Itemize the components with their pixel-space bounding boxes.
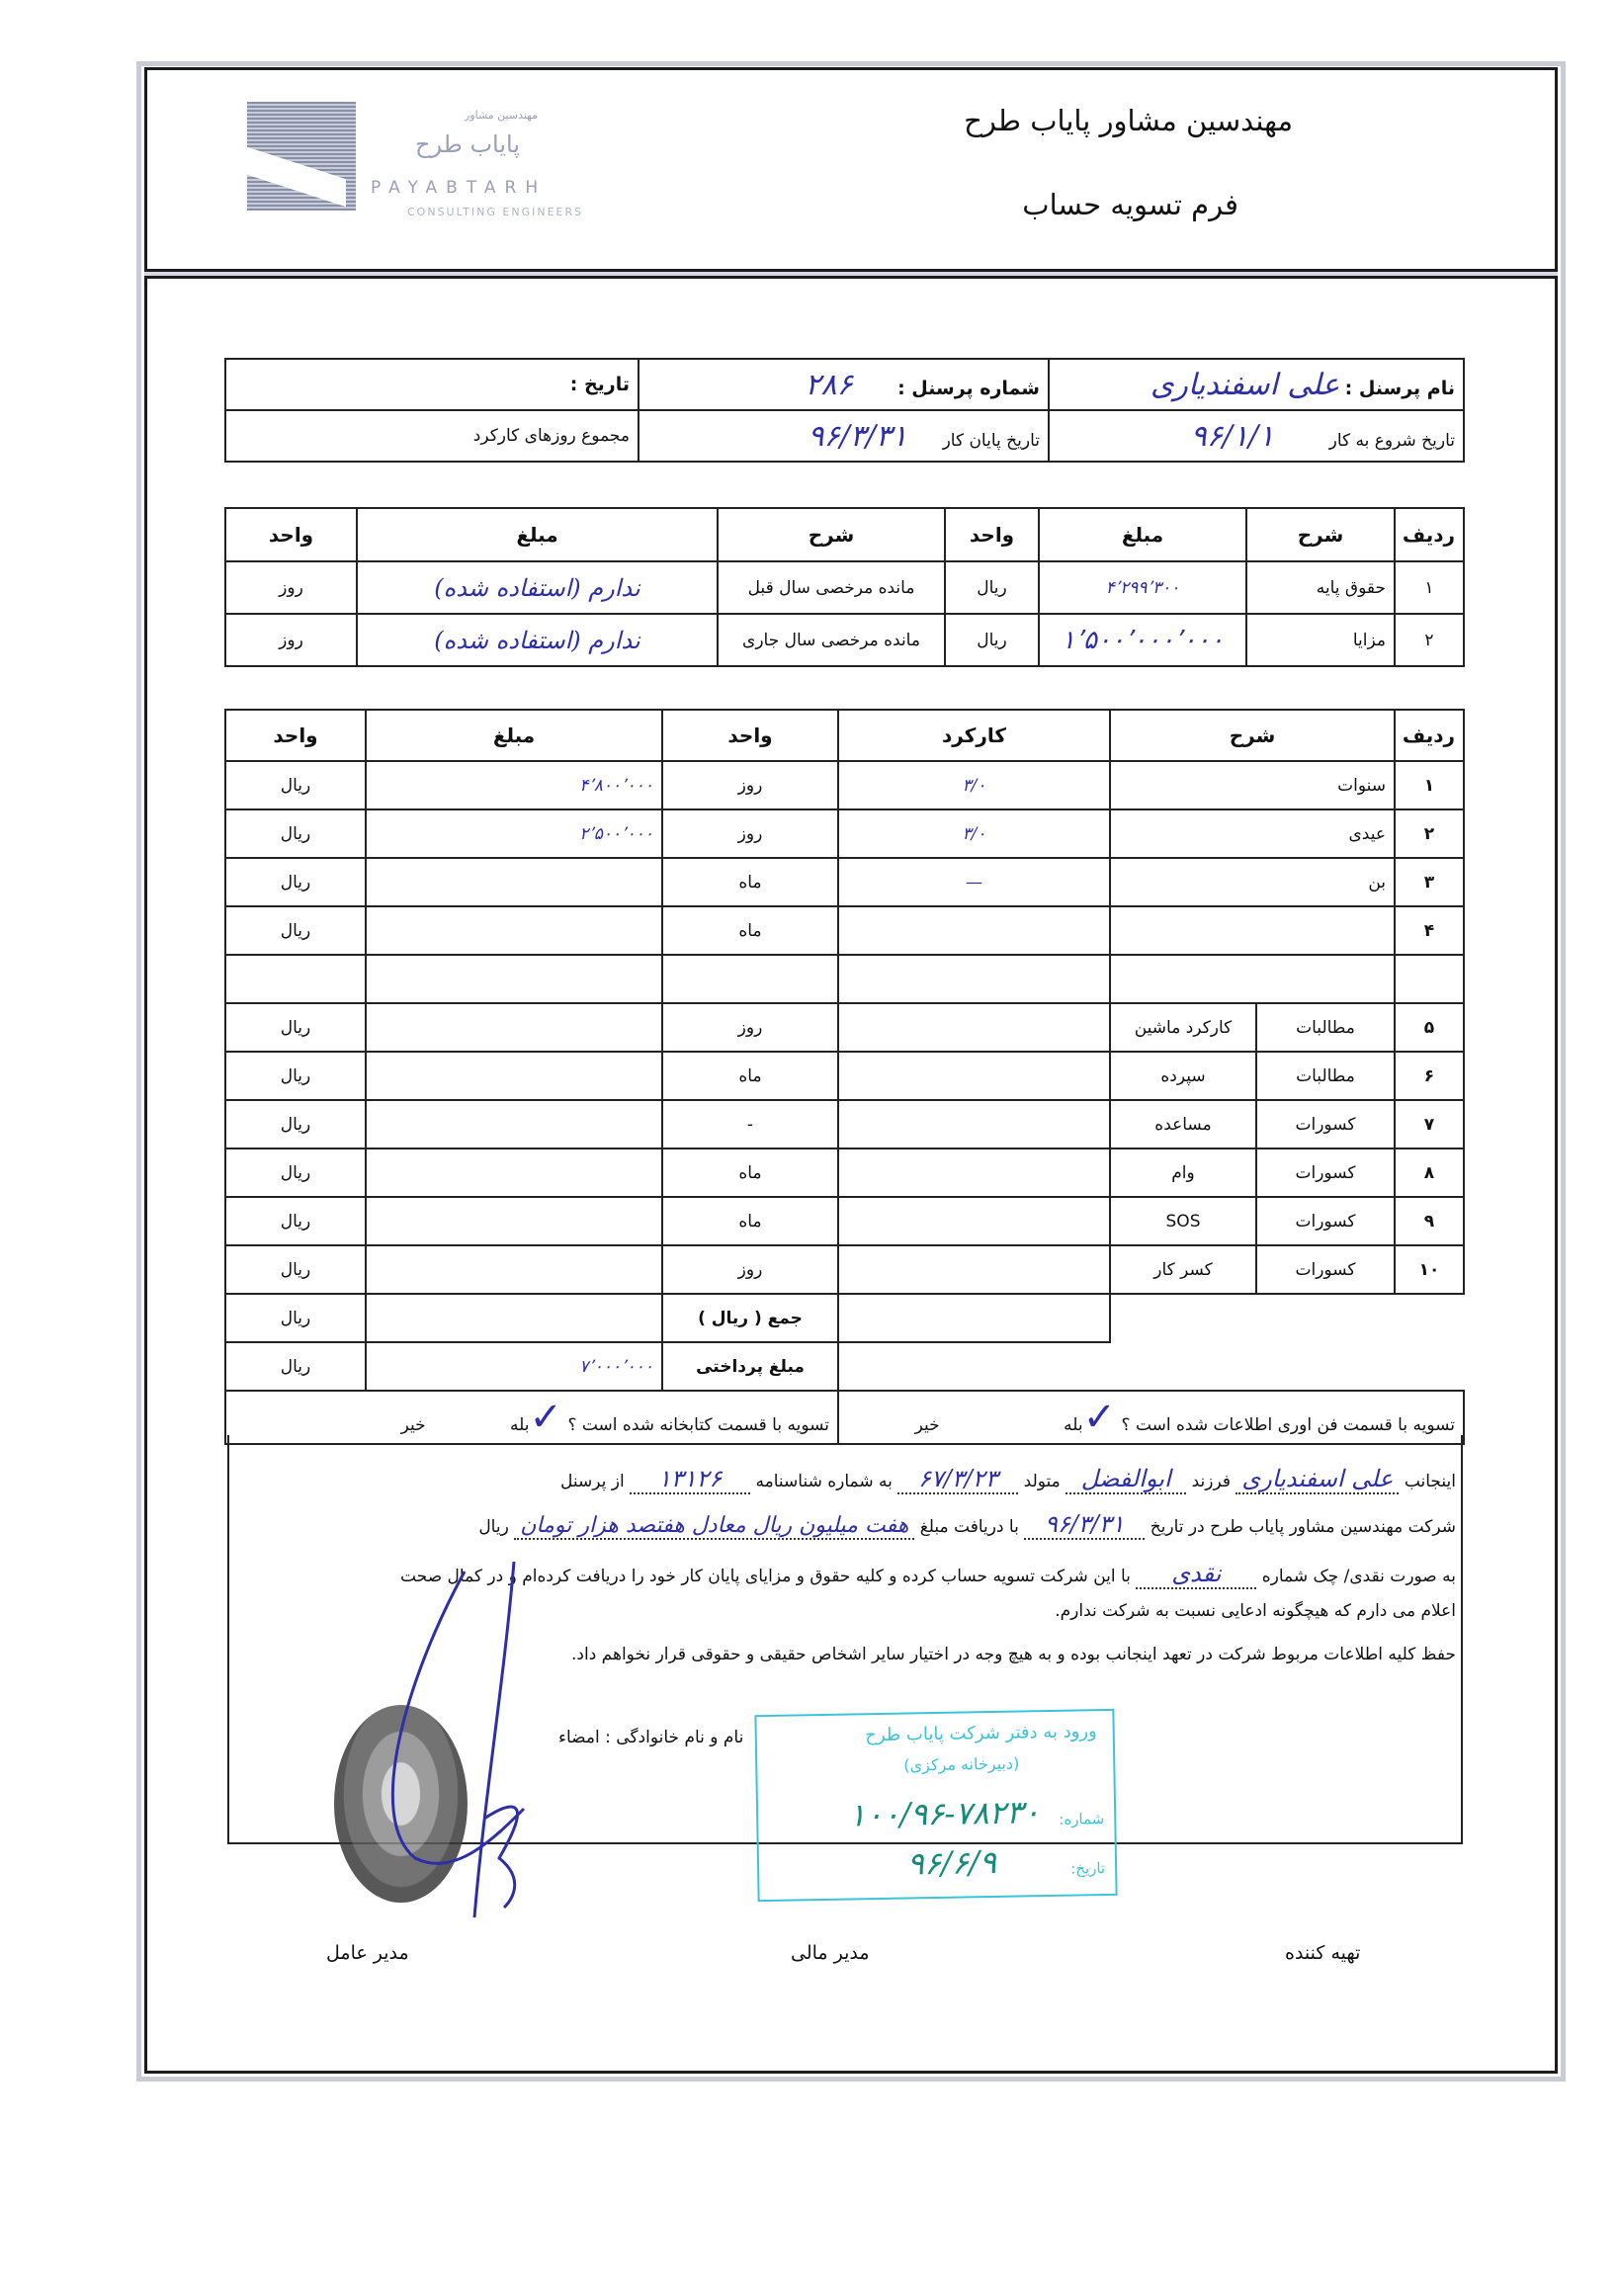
col-header-leave-amount: مبلغ xyxy=(357,508,718,561)
row-work xyxy=(838,1197,1110,1245)
row-number: ۸ xyxy=(1395,1148,1464,1197)
row-currency: ریال xyxy=(225,906,366,955)
row-work xyxy=(838,1245,1110,1294)
row-amount xyxy=(366,906,662,955)
paid-currency: ریال xyxy=(225,1342,366,1391)
logo-name-en: PAYABTARH xyxy=(371,178,548,198)
row-unit: ریال xyxy=(945,561,1039,614)
row-amount xyxy=(366,955,662,1003)
row-unit: - xyxy=(662,1100,838,1148)
table-row xyxy=(225,955,1464,1003)
total-value xyxy=(366,1294,662,1342)
row-amount xyxy=(366,1052,662,1100)
row-number: ۳ xyxy=(1395,858,1464,906)
registry-stamp xyxy=(754,1709,1117,1902)
row-desc xyxy=(1110,906,1395,955)
row-currency: ریال xyxy=(225,1245,366,1294)
ceo-label: مدیر عامل xyxy=(326,1942,409,1964)
father-name: ابوالفضل xyxy=(1065,1465,1186,1494)
row-currency xyxy=(225,955,366,1003)
date-cell xyxy=(225,359,639,410)
start-date-label: تاریخ شروع به کار xyxy=(1328,430,1455,451)
table-row xyxy=(225,809,1464,858)
personnel-name-label: نام پرسنل : xyxy=(1344,377,1455,399)
row-unit: ماه xyxy=(662,1052,838,1100)
row-work: ۳/۰ xyxy=(838,809,1110,858)
row-unit xyxy=(662,955,838,1003)
end-date-value: ۹۶/۳/۳۱ xyxy=(808,418,908,454)
col-header-currency: واحد xyxy=(225,710,366,761)
row-work: — xyxy=(838,858,1110,906)
row-leave-unit: روز xyxy=(225,561,357,614)
settlement-date: ۹۶/۳/۳۱ xyxy=(1024,1510,1145,1540)
row-number: ۹ xyxy=(1395,1197,1464,1245)
total-days-cell xyxy=(225,410,639,462)
row-currency: ریال xyxy=(225,761,366,809)
total-days-label: مجموع روزهای کارکرد xyxy=(472,426,630,446)
start-date-value: ۹۶/۱/۱ xyxy=(1190,418,1275,454)
fingerprint xyxy=(334,1705,468,1903)
check-mark-icon: ✓ xyxy=(1082,1395,1117,1440)
library-no-option[interactable]: خیر xyxy=(400,1415,426,1435)
row-work xyxy=(838,1003,1110,1052)
row-unit: ماه xyxy=(662,1197,838,1245)
row-work xyxy=(838,906,1110,955)
row-category: مطالبات xyxy=(1256,1003,1395,1052)
row-currency: ریال xyxy=(225,809,366,858)
col-header-amount: مبلغ xyxy=(1039,508,1246,561)
id-number: ۱۳۱۲۶ xyxy=(630,1465,750,1494)
row-number: ۲ xyxy=(1395,614,1464,666)
amount-in-words: هفت میلیون ریال معادل هفتصد هزار تومان xyxy=(514,1513,914,1540)
company-logo-icon xyxy=(247,102,356,211)
row-category: مطالبات xyxy=(1256,1052,1395,1100)
logo-subtitle-en: CONSULTING ENGINEERS xyxy=(407,206,584,218)
personnel-number-value: ۲۸۶ xyxy=(805,367,853,402)
col-header-work: کارکرد xyxy=(838,710,1110,761)
row-desc: عیدی xyxy=(1110,809,1395,858)
row-amount xyxy=(366,1148,662,1197)
header-separator xyxy=(144,269,1558,279)
row-currency: ریال xyxy=(225,1052,366,1100)
row-currency: ریال xyxy=(225,1100,366,1148)
table-row xyxy=(225,1148,1464,1197)
end-date-label: تاریخ پایان کار xyxy=(942,430,1040,451)
table-row xyxy=(225,614,1464,666)
row-unit: ریال xyxy=(945,614,1039,666)
stamp-date-value: ۹۶/۶/۹ xyxy=(906,1842,997,1883)
personnel-number-label: شماره پرسنل : xyxy=(897,377,1040,399)
check-mark-icon: ✓ xyxy=(529,1395,563,1440)
total-row xyxy=(225,1294,1464,1342)
row-number: ۷ xyxy=(1395,1100,1464,1148)
col-header-amount: مبلغ xyxy=(366,710,662,761)
declaration-line-1: اینجانب علی اسفندیاری فرزند ابوالفضل متولد ۶۷/۳/۲۳ به شماره شناسنامه ۱۳۱۲۶ از پرسنل xyxy=(559,1465,1456,1492)
row-number: ۲ xyxy=(1395,809,1464,858)
row-leave-unit: روز xyxy=(225,614,357,666)
row-amount: ۴٬۲۹۹٬۳۰۰ xyxy=(1039,561,1246,614)
paid-row xyxy=(225,1342,1464,1391)
paid-value: ۷٬۰۰۰٬۰۰۰ xyxy=(366,1342,662,1391)
stamp-number-value: ۱۰۰/۹۶-۷۸۲۳۰ xyxy=(848,1793,1041,1834)
col-header-row: ردیف xyxy=(1395,508,1464,561)
settlement-table xyxy=(224,709,1465,1445)
row-work xyxy=(838,955,1110,1003)
total-label: جمع ( ریال ) xyxy=(662,1294,838,1342)
total-currency: ریال xyxy=(225,1294,366,1342)
row-amount: ۴٬۸۰۰٬۰۰۰ xyxy=(366,761,662,809)
row-number: ۵ xyxy=(1395,1003,1464,1052)
library-clearance-question: تسویه با قسمت کتابخانه شده است ؟ xyxy=(567,1415,829,1435)
row-currency: ریال xyxy=(225,1148,366,1197)
finance-manager-label: مدیر مالی xyxy=(791,1942,870,1964)
row-currency: ریال xyxy=(225,1003,366,1052)
row-unit: ماه xyxy=(662,906,838,955)
declaration-line-3: به صورت نقدی/ چک شماره نقدی با این شرکت تسویه حساب کرده و کلیه حقوق و مزایای پایان کار خود را دریافت کرده‌ام و در کمال صحت xyxy=(400,1560,1456,1587)
company-name: مهندسین مشاور پایاب طرح xyxy=(964,104,1293,137)
row-desc: کارکرد ماشین xyxy=(1110,1003,1256,1052)
row-category: کسورات xyxy=(1256,1148,1395,1197)
it-no-option[interactable]: خیر xyxy=(914,1415,940,1435)
row-number xyxy=(1395,955,1464,1003)
row-number: ۶ xyxy=(1395,1052,1464,1100)
table-row xyxy=(225,1100,1464,1148)
preparer-label: تهیه کننده xyxy=(1285,1942,1361,1964)
col-header-unit: واحد xyxy=(945,508,1039,561)
declaration-line-5: حفظ کلیه اطلاعات مربوط شرکت در تعهد اینجانب بوده و به هیچ وجه در اختیار سایر اشخاص حقیقی و حقوقی قرار نخواهم داد. xyxy=(571,1645,1456,1664)
row-desc: سنوات xyxy=(1110,761,1395,809)
library-yes-option[interactable]: ✓بله xyxy=(510,1395,563,1440)
form-title: فرم تسویه حساب xyxy=(1022,188,1238,221)
table-row xyxy=(225,1197,1464,1245)
col-header-unit: واحد xyxy=(662,710,838,761)
row-desc: سپرده xyxy=(1110,1052,1256,1100)
stamp-line-1: ورود به دفتر شرکت پایاب طرح xyxy=(865,1721,1097,1746)
row-leave-desc: مانده مرخصی سال قبل xyxy=(718,561,945,614)
row-desc: مساعده xyxy=(1110,1100,1256,1148)
row-amount: ۲٬۵۰۰٬۰۰۰ xyxy=(366,809,662,858)
row-desc: وام xyxy=(1110,1148,1256,1197)
row-amount xyxy=(366,1100,662,1148)
declaration-line-4: اعلام می دارم که هیچگونه ادعایی نسبت به شرکت ندارم. xyxy=(1055,1601,1456,1621)
row-desc: حقوق پایه xyxy=(1246,561,1395,614)
stamp-number-label: شماره: xyxy=(1059,1810,1105,1828)
personnel-name-value: علی اسفندیاری xyxy=(1150,367,1340,402)
row-unit: روز xyxy=(662,809,838,858)
end-date-cell xyxy=(639,410,1049,462)
row-currency: ریال xyxy=(225,858,366,906)
row-amount xyxy=(366,1197,662,1245)
row-category: کسورات xyxy=(1256,1197,1395,1245)
row-desc: مزایا xyxy=(1246,614,1395,666)
row-leave-amount: ندارم (استفاده شده) xyxy=(357,614,718,666)
row-amount xyxy=(366,1245,662,1294)
col-header-row: ردیف xyxy=(1395,710,1464,761)
row-amount: ۱٬۵۰۰٬۰۰۰٬۰۰۰ xyxy=(1039,614,1246,666)
row-number: ۱ xyxy=(1395,761,1464,809)
logo-name-fa: پایاب طرح xyxy=(415,130,521,158)
start-date-cell xyxy=(1049,410,1464,462)
paid-label: مبلغ پرداختی xyxy=(662,1342,838,1391)
table-row xyxy=(225,1052,1464,1100)
salary-table xyxy=(224,507,1465,667)
table-row xyxy=(225,1245,1464,1294)
row-work xyxy=(838,1148,1110,1197)
table-row xyxy=(225,1003,1464,1052)
row-number: ۱ xyxy=(1395,561,1464,614)
col-header-leave-desc: شرح xyxy=(718,508,945,561)
row-work: ۳/۰ xyxy=(838,761,1110,809)
col-header-desc: شرح xyxy=(1246,508,1395,561)
stamp-date-label: تاریخ: xyxy=(1070,1859,1106,1878)
row-unit: ماه xyxy=(662,1148,838,1197)
row-unit: روز xyxy=(662,1003,838,1052)
row-currency: ریال xyxy=(225,1197,366,1245)
cheque-number: نقدی xyxy=(1136,1560,1256,1589)
row-work xyxy=(838,1052,1110,1100)
row-work xyxy=(838,1100,1110,1148)
row-desc: SOS xyxy=(1110,1197,1256,1245)
personnel-number-cell xyxy=(639,359,1049,410)
col-header-desc: شرح xyxy=(1110,710,1395,761)
signature-label: نام و نام خانوادگی : امضاء xyxy=(558,1728,744,1747)
table-row xyxy=(225,858,1464,906)
row-number: ۱۰ xyxy=(1395,1245,1464,1294)
it-yes-option[interactable]: ✓بله xyxy=(1064,1395,1117,1440)
total-work-empty xyxy=(838,1294,1110,1342)
logo-subtitle-fa: مهندسین مشاور xyxy=(465,109,539,122)
row-leave-amount: ندارم (استفاده شده) xyxy=(357,561,718,614)
personnel-info-table xyxy=(224,358,1465,463)
row-amount xyxy=(366,1003,662,1052)
table-row xyxy=(225,761,1464,809)
stamp-line-2: (دبیرخانه مرکزی) xyxy=(903,1753,1020,1775)
declaration-line-2: شرکت مهندسین مشاور پایاب طرح در تاریخ ۹۶/۳/۳۱ با دریافت مبلغ هفت میلیون ریال معادل هفتصد هزار تومان ریال xyxy=(478,1510,1456,1538)
date-label: تاریخ : xyxy=(569,374,630,395)
row-desc xyxy=(1110,955,1395,1003)
table-row xyxy=(225,561,1464,614)
row-desc: کسر کار xyxy=(1110,1245,1256,1294)
row-amount xyxy=(366,858,662,906)
col-header-leave-unit: واحد xyxy=(225,508,357,561)
row-leave-desc: مانده مرخصی سال جاری xyxy=(718,614,945,666)
table-row xyxy=(225,906,1464,955)
row-category: کسورات xyxy=(1256,1100,1395,1148)
row-unit: روز xyxy=(662,761,838,809)
personnel-name-cell xyxy=(1049,359,1464,410)
birth-date: ۶۷/۳/۲۳ xyxy=(897,1465,1018,1494)
declarant-name: علی اسفندیاری xyxy=(1236,1465,1399,1494)
row-desc: بن xyxy=(1110,858,1395,906)
row-unit: روز xyxy=(662,1245,838,1294)
row-category: کسورات xyxy=(1256,1245,1395,1294)
row-number: ۴ xyxy=(1395,906,1464,955)
it-clearance-question: تسویه با قسمت فن اوری اطلاعات شده است ؟ xyxy=(1121,1415,1455,1435)
row-unit: ماه xyxy=(662,858,838,906)
